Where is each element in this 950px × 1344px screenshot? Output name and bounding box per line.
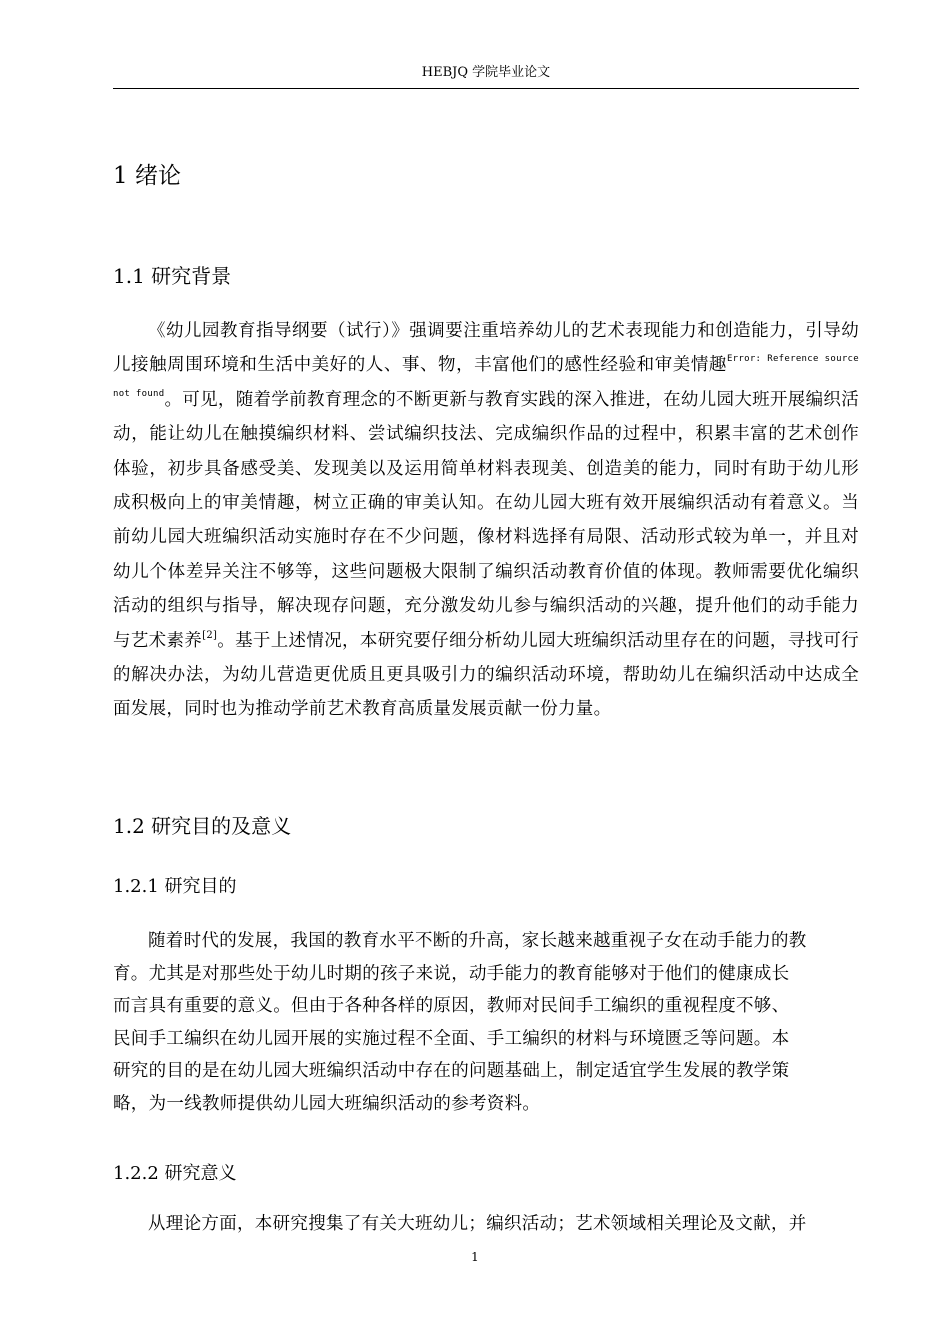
paragraph-purpose [113,925,859,1120]
subsection-title-purpose: 1.2.1 研究目的 [113,876,237,897]
section-title-background: 1.1 研究背景 [113,264,232,288]
subsection-title-significance: 1.2.2 研究意义 [113,1163,237,1184]
citation-2: [2] [202,629,218,641]
purpose-line-1: 随着时代的发展，我国的教育水平不断的升高，家长越来越重视子女在动手能力的教 [148,931,807,951]
purpose-line-4: 民间手工编织在幼儿园开展的实施过程不全面、手工编织的材料与环境匮乏等问题。本 [113,1028,790,1049]
section-title-purpose-significance: 1.2 研究目的及意义 [113,814,292,838]
chapter-title: 1 绪论 [113,163,181,189]
purpose-line-2: 育。尤其是对那些处于幼儿时期的孩子来说，动手能力的教育能够对于他们的健康成长 [113,963,790,984]
purpose-line-5: 研究的目的是在幼儿园大班编织活动中存在的问题基础上，制定适宜学生发展的教学策 [113,1061,790,1081]
paragraph-background [113,314,859,727]
paragraph-background-text-1: 《幼儿园教育指导纲要（试行）》强调要注重培养幼儿的艺术表现能力和创造能力，引导幼儿接触周围环境和生活中美好的人、事、物，丰富他们的感性经验和审美情趣 [113,321,859,376]
paragraph-significance: 从理论方面，本研究搜集了有关大班幼儿；编织活动；艺术领域相关理论及文献，并 [148,1214,807,1234]
purpose-line-6: 略，为一线教师提供幼儿园大班编织活动的参考资料。 [113,1093,541,1114]
paragraph-background-text-3: 。基于上述情况，本研究要仔细分析幼儿园大班编织活动里存在的问题，寻找可行的解决办法，为幼儿营造更优质且更具吸引力的编织活动环境，帮助幼儿在编织活动中达成全面发展，同时也为推动学前艺术教育高质量发展贡献一份力量。 [113,630,860,720]
paragraph-background-text-2: 。可见，随着学前教育理念的不断更新与教育实践的深入推进，在幼儿园大班开展编织活动，能让幼儿在触摸编织材料、尝试编织技法、完成编织作品的过程中，积累丰富的艺术创作体验，初步具备感受美、发现美以及运用简单材料表现美、创造美的能力，同时有助于幼儿形成积极向上的审美情趣，树立正确的审美认知。在幼儿园大班有效开展编织活动有着意义。当前幼儿园大班编织活动实施时存在不少问题，像材料选择有局限、活动形式较为单一，并且对幼儿个体差异关注不够等，这些问题极大限制了编织活动教育价值的体现。教师需要优化编织活动的组织与指导，解决现存问题，充分激发幼儿参与编织活动的兴趣，提升他们的动手能力与艺术素养 [113,389,860,651]
page-number: 1 [471,1250,479,1264]
reference-error-citation: Error: Reference source not found [113,354,859,399]
page-header: HEBJQ 学院毕业论文 [113,64,859,89]
purpose-line-3: 而言具有重要的意义。但由于各种各样的原因，教师对民间手工编织的重视程度不够、 [113,996,790,1016]
